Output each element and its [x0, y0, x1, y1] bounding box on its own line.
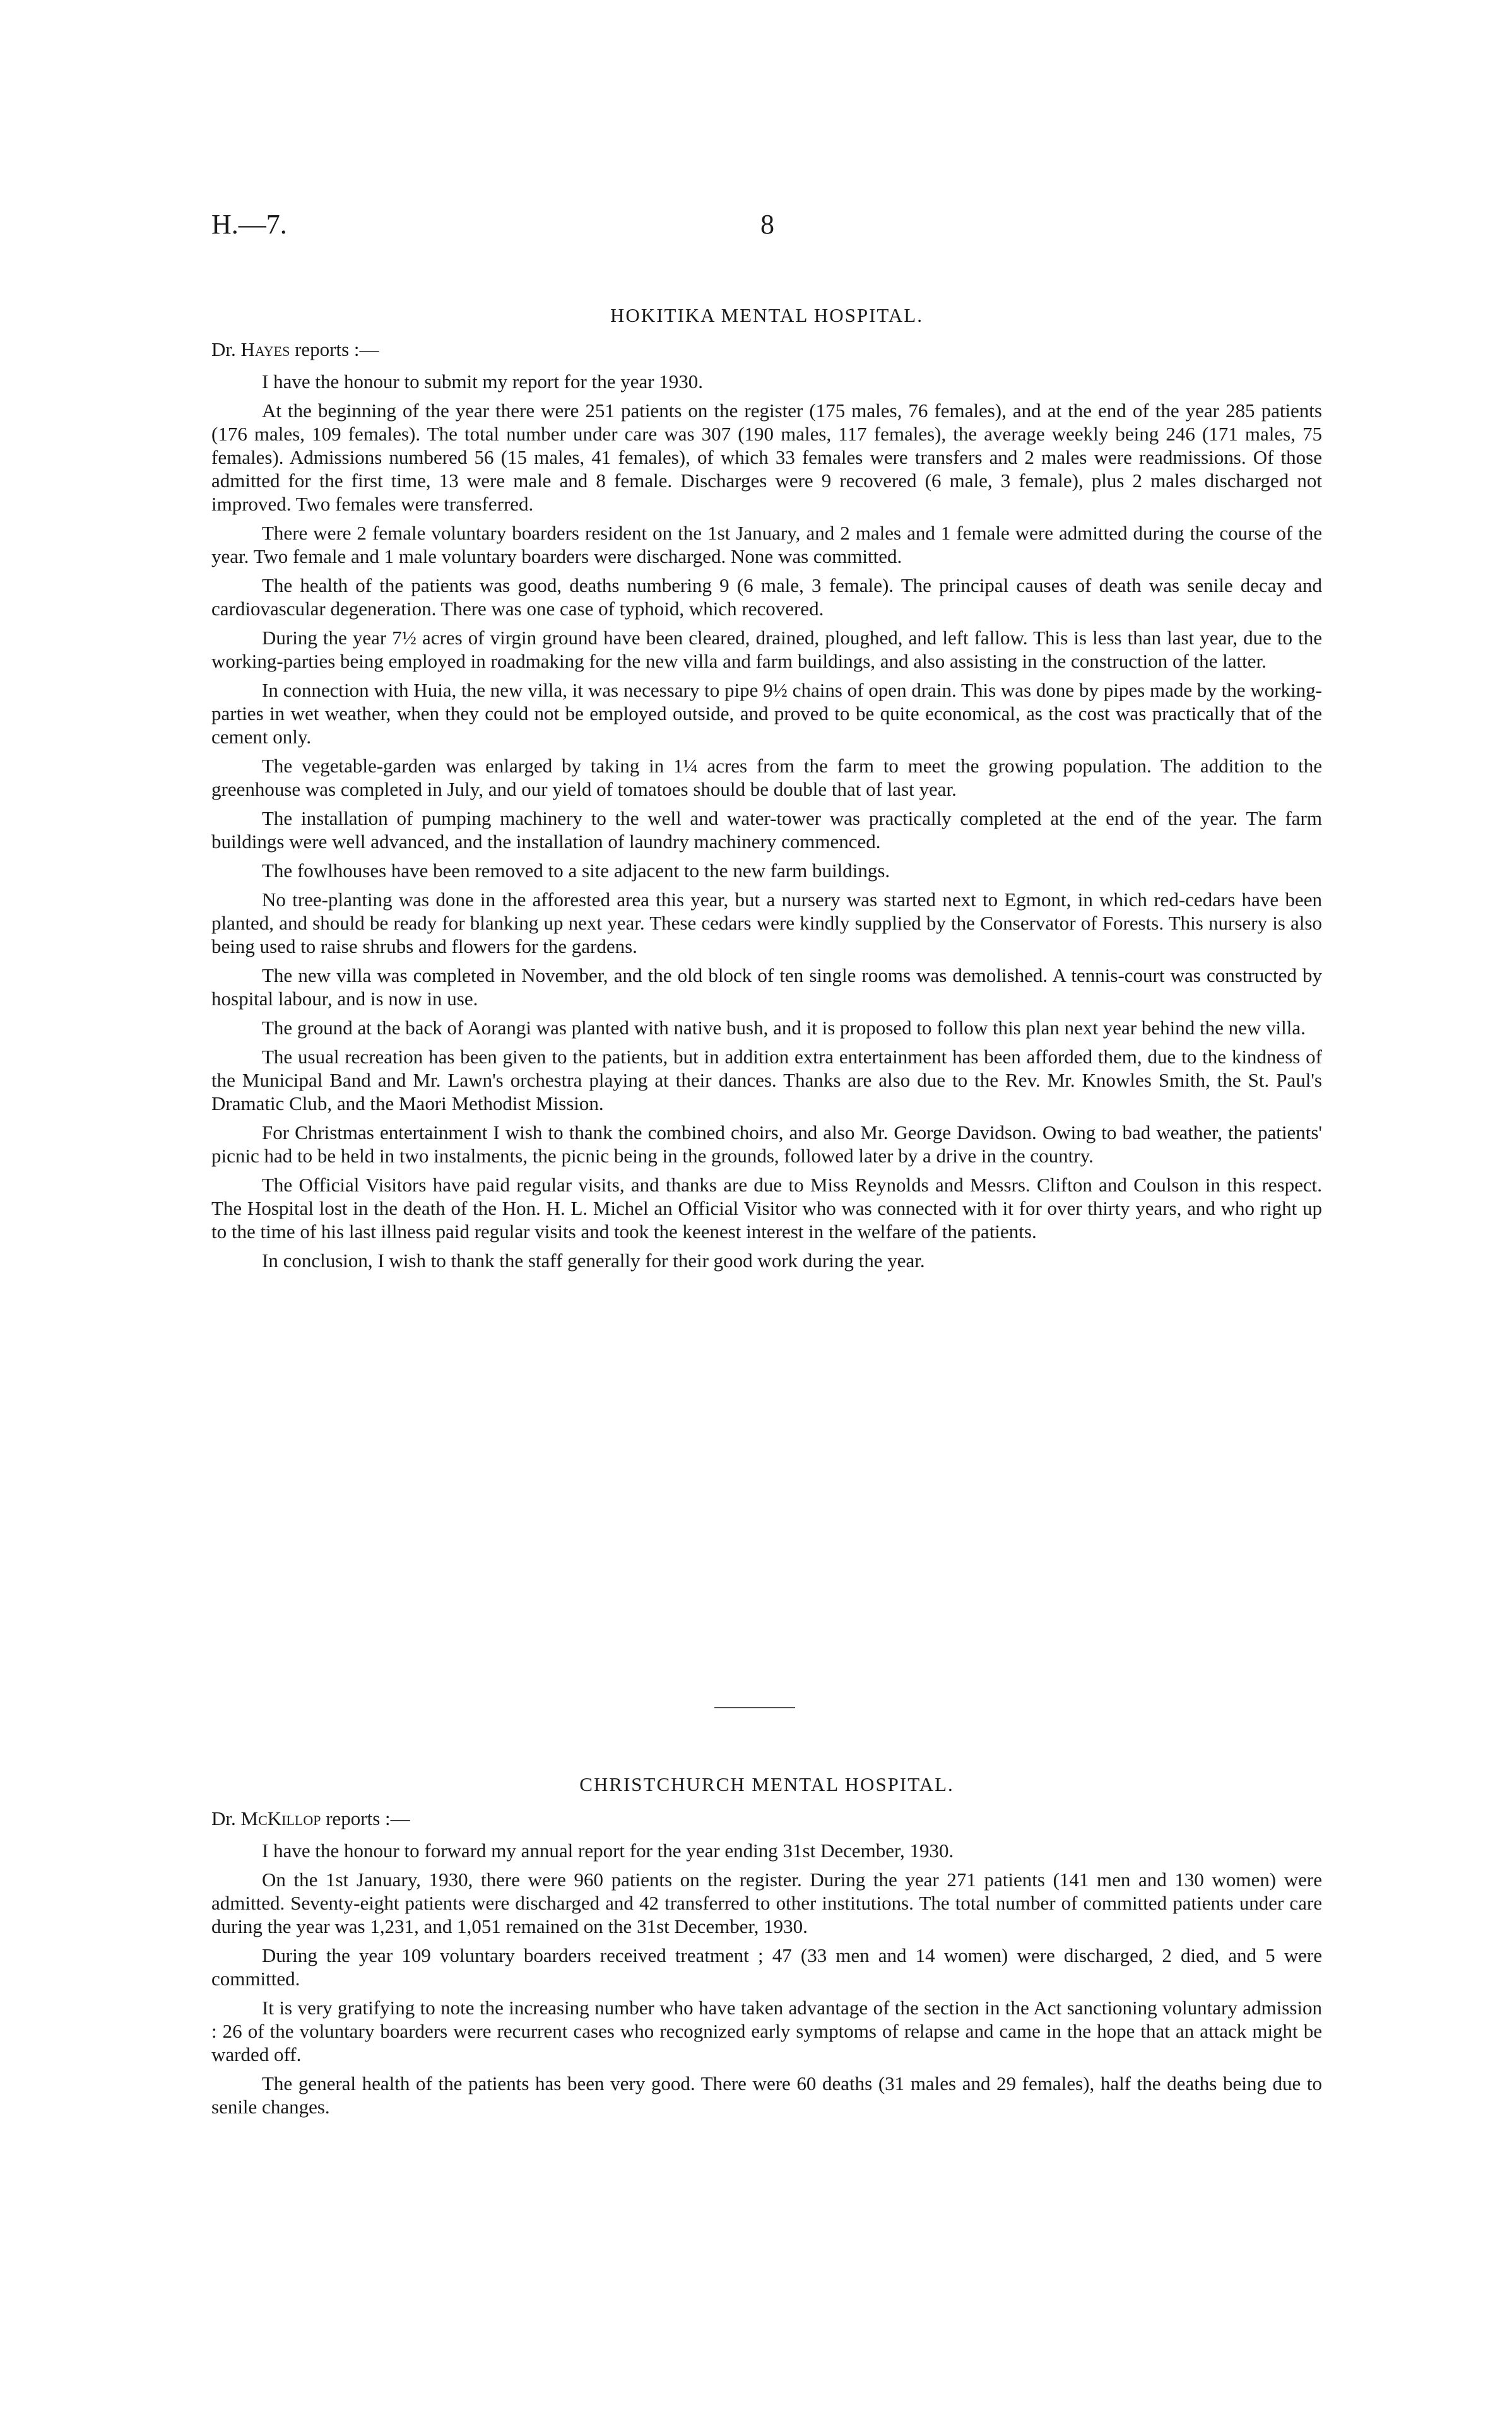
- reporter-suffix: reports :—: [290, 338, 379, 360]
- paragraph: It is very gratifying to note the increasing number who have taken advantage of the section in the Act sanctioning voluntary admission : 26 of the voluntary boarders were recurrent cases who recognized early symptoms of relapse and came in the hope that an attack might be warded off.: [211, 1997, 1322, 2065]
- document-reference: H.—7.: [211, 209, 287, 240]
- reporter-name: Hayes: [240, 338, 290, 360]
- paragraph: No tree-planting was done in the afforested area this year, but a nursery was started next to Egmont, in which red-cedars have been planted, and should be ready for blanking up next year. These cedars were kindly supplied by the Conservator of Forests. This nursery is also being used to raise shrubs and flowers for the gardens.: [211, 889, 1322, 957]
- paragraph: I have the honour to forward my annual report for the year ending 31st December, 1930.: [262, 1840, 954, 1862]
- paragraph: In conclusion, I wish to thank the staff generally for their good work during the year.: [262, 1249, 925, 1272]
- reporter-line: [211, 338, 1322, 361]
- reporter-prefix: Dr.: [211, 338, 241, 360]
- paragraph: The installation of pumping machinery to the well and water-tower was practically completed at the end of the year. The farm buildings were well advanced, and the installation of laundry machinery commenced.: [211, 807, 1322, 853]
- paragraph: At the beginning of the year there were 251 patients on the register (175 males, 76 females), and at the end of the year 285 patients (176 males, 109 females). The total number under care was 307 (190 males, 117 females), the average weekly being 246 (171 males, 75 females). Admissions numbered 56 (15 males, 41 females), of which 33 females were transfers and 2 males were readmissions. Of those admitted for the first time, 13 were male and 8 female. Discharges were 9 recovered (6 male, 3 female), plus 2 males discharged not improved. Two females were transferred.: [211, 399, 1322, 515]
- paragraph: The ground at the back of Aorangi was planted with native bush, and it is proposed to follow this plan next year behind the new villa.: [262, 1017, 1306, 1039]
- paragraph: During the year 109 voluntary boarders received treatment ; 47 (33 men and 14 women) were discharged, 2 died, and 5 were committed.: [211, 1944, 1322, 1990]
- paragraph: The Official Visitors have paid regular visits, and thanks are due to Miss Reynolds and Messrs. Clifton and Coulson in this respect. The Hospital lost in the death of the Hon. H. L. Michel an Official Visitor who was connected with it for over thirty years, and who right up to the time of his last illness paid regular visits and took the keenest interest in the welfare of the patients.: [211, 1174, 1322, 1243]
- reporter-suffix: reports :—: [321, 1807, 410, 1829]
- page-number: 8: [760, 209, 774, 240]
- paragraph: In connection with Huia, the new villa, it was necessary to pipe 9½ chains of open drain. This was done by pipes made by the working-parties in wet weather, when they could not be employed outside, and proved to be quite economical, as the cost was practically that of the cement only.: [211, 679, 1322, 748]
- paragraph: There were 2 female voluntary boarders resident on the 1st January, and 2 males and 1 female were admitted during the course of the year. Two female and 1 male voluntary boarders were discharged. None was committed.: [211, 522, 1322, 567]
- christchurch-report-section: [211, 1773, 1322, 2124]
- paragraph: The general health of the patients has been very good. There were 60 deaths (31 males and 29 females), half the deaths being due to senile changes.: [211, 2072, 1322, 2118]
- paragraph: The vegetable-garden was enlarged by taking in 1¼ acres from the farm to meet the growing population. The addition to the greenhouse was completed in July, and our yield of tomatoes should be double that of last year.: [211, 755, 1322, 800]
- section-divider: [714, 1707, 795, 1708]
- paragraph: The fowlhouses have been removed to a site adjacent to the new farm buildings.: [262, 859, 890, 882]
- section-title: CHRISTCHURCH MENTAL HOSPITAL.: [579, 1773, 954, 1795]
- reporter-prefix: Dr.: [211, 1807, 241, 1829]
- paragraph: For Christmas entertainment I wish to thank the combined choirs, and also Mr. George Davidson. Owing to bad weather, the patients' picnic had to be held in two instalments, the picnic being in the grounds, followed later by a drive in the country.: [211, 1121, 1322, 1167]
- page-header: [211, 208, 1322, 246]
- paragraph: The health of the patients was good, deaths numbering 9 (6 male, 3 female). The principal causes of death was senile decay and cardiovascular degeneration. There was one case of typhoid, which recovered.: [211, 574, 1322, 620]
- paragraph: The usual recreation has been given to the patients, but in addition extra entertainment has been afforded them, due to the kindness of the Municipal Band and Mr. Lawn's orchestra playing at their dances. Thanks are also due to the Rev. Mr. Knowles Smith, the St. Paul's Dramatic Club, and the Maori Methodist Mission.: [211, 1046, 1322, 1114]
- paragraph: I have the honour to submit my report for the year 1930.: [262, 370, 704, 393]
- hokitika-report-section: [211, 304, 1322, 1278]
- reporter-line: [211, 1807, 1322, 1830]
- paragraph: The new villa was completed in November, and the old block of ten single rooms was demolished. A tennis-court was constructed by hospital labour, and is now in use.: [211, 964, 1322, 1010]
- reporter-name: McKillop: [240, 1807, 321, 1829]
- paragraph: During the year 7½ acres of virgin ground have been cleared, drained, ploughed, and left fallow. This is less than last year, due to the working-parties being employed in roadmaking for the new villa and farm buildings, and also assisting in the construction of the latter.: [211, 627, 1322, 672]
- section-title: HOKITIKA MENTAL HOSPITAL.: [610, 304, 923, 326]
- paragraph: On the 1st January, 1930, there were 960 patients on the register. During the year 271 patients (141 men and 130 women) were admitted. Seventy-eight patients were discharged and 42 transferred to other institutions. The total number of committed patients under care during the year was 1,231, and 1,051 remained on the 31st December, 1930.: [211, 1869, 1322, 1937]
